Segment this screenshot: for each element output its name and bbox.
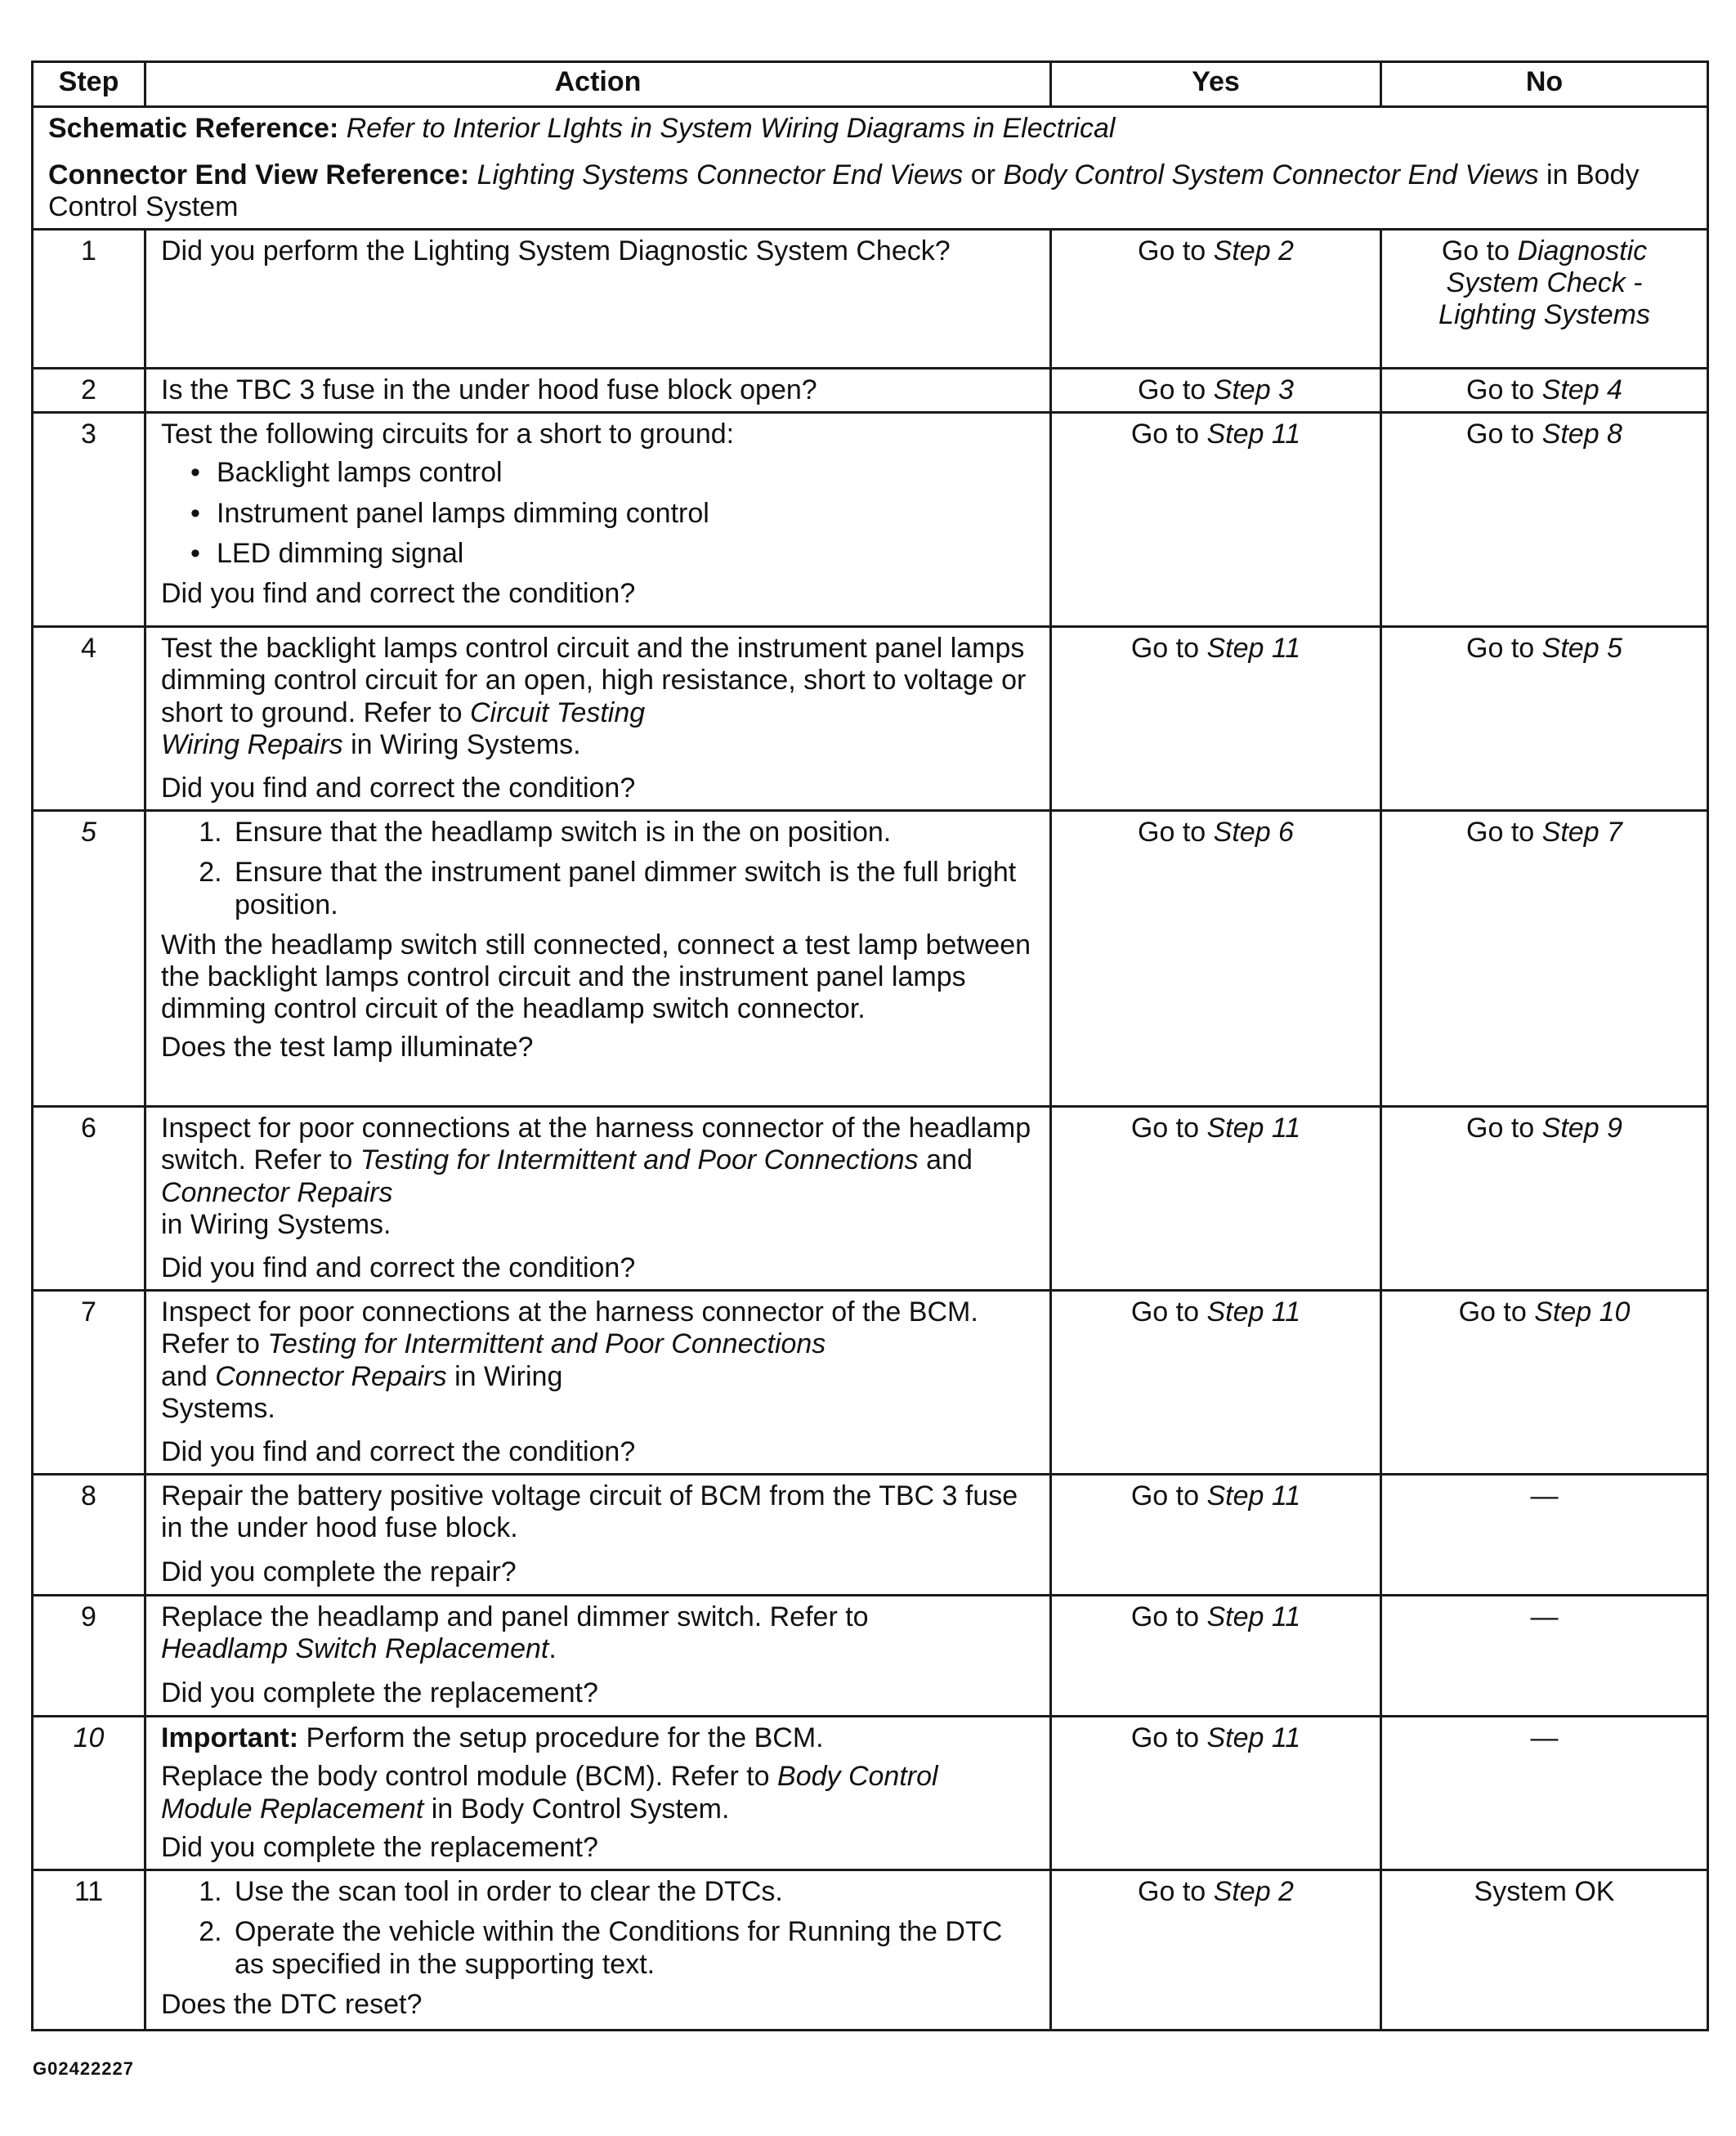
no-prefix: Go to bbox=[1466, 374, 1535, 406]
action-cell bbox=[145, 230, 1051, 369]
numbered-list bbox=[161, 817, 1035, 920]
header-yes: Yes bbox=[1051, 62, 1381, 107]
no-prefix: Go to bbox=[1466, 633, 1535, 665]
yes-link[interactable]: Step 11 bbox=[1206, 633, 1301, 665]
figure-id: G02422227 bbox=[33, 2058, 134, 2079]
action-text-post: in Wiring Systems. bbox=[161, 1208, 391, 1240]
list-item: • Backlight lamps control bbox=[217, 457, 1035, 489]
no-dash: — bbox=[1530, 1601, 1559, 1633]
no-cell bbox=[1381, 1291, 1708, 1475]
yes-cell bbox=[1051, 369, 1381, 413]
yes-prefix: Go to bbox=[1130, 1113, 1200, 1144]
table-row bbox=[33, 1107, 1708, 1291]
step-number: 10 bbox=[33, 1717, 145, 1870]
action-text-pre: Test the backlight lamps control circuit and the instrument panel lamps dimming control circuit for an open, high resistance, short to voltage or short to ground. Refer to bbox=[161, 633, 1027, 728]
no-dash: — bbox=[1530, 1722, 1559, 1754]
yes-link[interactable]: Step 11 bbox=[1206, 1296, 1301, 1328]
step-number: 8 bbox=[33, 1475, 145, 1596]
action-text bbox=[161, 1761, 1035, 1825]
yes-prefix: Go to bbox=[1138, 1876, 1206, 1908]
no-cell bbox=[1381, 627, 1708, 811]
ref-link-connector-repairs[interactable]: Connector Repairs bbox=[161, 1176, 393, 1208]
action-text-pre: Replace the headlamp and panel dimmer switch. Refer to bbox=[161, 1601, 869, 1633]
table-row bbox=[33, 230, 1708, 369]
table-row bbox=[33, 1475, 1708, 1596]
important-text: Perform the setup procedure for the BCM. bbox=[306, 1722, 824, 1754]
table-row bbox=[33, 1870, 1708, 2031]
list-item: 2. Operate the vehicle within the Conditions for Running the DTC as specified in the supporting text. bbox=[230, 1916, 1035, 1980]
action-text-post: in Body Control System. bbox=[431, 1793, 730, 1825]
yes-prefix: Go to bbox=[1138, 235, 1206, 267]
yes-link[interactable]: Step 11 bbox=[1206, 1480, 1301, 1512]
action-text-post: . bbox=[548, 1633, 557, 1665]
action-cell bbox=[145, 369, 1051, 413]
action-cell bbox=[145, 1870, 1051, 2031]
no-link[interactable]: Step 5 bbox=[1541, 633, 1622, 665]
header-action: Action bbox=[145, 62, 1051, 107]
action-text-mid: and bbox=[161, 1360, 208, 1392]
action-cell bbox=[145, 811, 1051, 1107]
action-question: Did you find and correct the condition? bbox=[161, 577, 636, 609]
yes-cell bbox=[1051, 1596, 1381, 1717]
ref-link-wiring-repairs[interactable]: Wiring Repairs bbox=[161, 728, 343, 760]
step-number: 9 bbox=[33, 1596, 145, 1717]
action-cell bbox=[145, 1107, 1051, 1291]
action-text-post: in Wiring Systems. bbox=[351, 728, 581, 760]
no-cell bbox=[1381, 230, 1708, 369]
ref-link-bcm-replacement[interactable]: Body Control Module Replacement bbox=[161, 1761, 938, 1825]
step-number: 5 bbox=[33, 811, 145, 1107]
action-text bbox=[161, 1296, 1035, 1424]
yes-prefix: Go to bbox=[1130, 419, 1200, 450]
yes-cell bbox=[1051, 230, 1381, 369]
action-question: Did you find and correct the condition? bbox=[161, 1252, 636, 1283]
no-cell bbox=[1381, 1596, 1708, 1717]
action-text-pre: Inspect for poor connections at the harness connector of the BCM. Refer to bbox=[161, 1296, 978, 1360]
important-label: Important: bbox=[161, 1722, 299, 1754]
yes-prefix: Go to bbox=[1130, 1722, 1200, 1754]
header-row bbox=[33, 62, 1708, 107]
action-cell bbox=[145, 627, 1051, 811]
step-number: 4 bbox=[33, 627, 145, 811]
connector-reference bbox=[48, 159, 1692, 223]
no-prefix: Go to bbox=[1466, 1113, 1535, 1144]
action-question: Did you perform the Lighting System Diagnostic System Check? bbox=[161, 235, 951, 267]
yes-link[interactable]: Step 2 bbox=[1213, 1876, 1294, 1908]
connector-link-lighting[interactable]: Lighting Systems Connector End Views bbox=[477, 159, 964, 191]
yes-prefix: Go to bbox=[1138, 374, 1206, 406]
step-number: 6 bbox=[33, 1107, 145, 1291]
list-item: 1. Use the scan tool in order to clear the DTCs. bbox=[230, 1876, 1035, 1908]
no-link[interactable]: Step 7 bbox=[1541, 817, 1622, 849]
step-number: 11 bbox=[33, 1870, 145, 2031]
no-link[interactable]: Diagnostic System Check - Lighting Systems bbox=[1438, 235, 1650, 331]
connector-suffix: in Body Control System bbox=[48, 159, 1640, 223]
table-row bbox=[33, 1291, 1708, 1475]
action-text: With the headlamp switch still connected, connect a test lamp between the backlight lamps control circuit and the instrument panel lamps dimming control circuit of the headlamp switch connector. bbox=[161, 929, 1031, 1024]
yes-link[interactable]: Step 6 bbox=[1213, 817, 1294, 849]
important-note bbox=[161, 1722, 1035, 1754]
yes-link[interactable]: Step 2 bbox=[1213, 235, 1294, 267]
no-prefix: Go to bbox=[1458, 1296, 1527, 1328]
header-step: Step bbox=[33, 62, 145, 107]
step-number: 2 bbox=[33, 369, 145, 413]
table-row bbox=[33, 413, 1708, 627]
list-item: 1. Ensure that the headlamp switch is in the on position. bbox=[230, 817, 1035, 849]
schematic-reference bbox=[48, 113, 1692, 145]
table-row bbox=[33, 627, 1708, 811]
no-link[interactable]: Step 8 bbox=[1541, 419, 1622, 450]
yes-cell bbox=[1051, 1475, 1381, 1596]
ref-link-headlamp-switch[interactable]: Headlamp Switch Replacement bbox=[161, 1633, 549, 1665]
yes-link[interactable]: Step 3 bbox=[1213, 374, 1294, 406]
reference-row bbox=[33, 107, 1708, 230]
yes-link[interactable]: Step 11 bbox=[1206, 1601, 1301, 1633]
action-question: Did you complete the repair? bbox=[161, 1556, 517, 1587]
no-cell bbox=[1381, 369, 1708, 413]
action-question: Is the TBC 3 fuse in the under hood fuse block open? bbox=[161, 374, 817, 406]
reference-cell bbox=[33, 107, 1708, 230]
action-text bbox=[161, 1113, 1035, 1240]
action-text-post2: Systems. bbox=[161, 1392, 275, 1424]
bullet-list bbox=[161, 457, 1035, 569]
yes-cell bbox=[1051, 413, 1381, 627]
connector-link-body-control[interactable]: Body Control System Connector End Views bbox=[1003, 159, 1539, 191]
yes-cell bbox=[1051, 1291, 1381, 1475]
action-text bbox=[161, 1601, 1035, 1665]
action-cell bbox=[145, 1291, 1051, 1475]
table-row bbox=[33, 369, 1708, 413]
action-text-mid: and bbox=[926, 1144, 973, 1176]
list-item: • Instrument panel lamps dimming control bbox=[217, 498, 1035, 530]
yes-prefix: Go to bbox=[1130, 1296, 1200, 1328]
table-row bbox=[33, 1717, 1708, 1870]
step-number: 7 bbox=[33, 1291, 145, 1475]
yes-link[interactable]: Step 11 bbox=[1206, 1722, 1301, 1754]
yes-prefix: Go to bbox=[1130, 633, 1200, 665]
yes-prefix: Go to bbox=[1130, 1480, 1200, 1512]
connector-or: or bbox=[970, 159, 996, 191]
no-prefix: Go to bbox=[1441, 235, 1510, 267]
action-cell bbox=[145, 1475, 1051, 1596]
no-cell bbox=[1381, 1107, 1708, 1291]
ref-link-connector-repairs[interactable]: Connector Repairs bbox=[215, 1360, 447, 1392]
yes-cell bbox=[1051, 1717, 1381, 1870]
action-cell bbox=[145, 1596, 1051, 1717]
yes-prefix: Go to bbox=[1138, 817, 1206, 849]
yes-link[interactable]: Step 11 bbox=[1206, 1113, 1301, 1144]
no-link[interactable]: Step 9 bbox=[1541, 1113, 1622, 1144]
no-dash: — bbox=[1530, 1480, 1559, 1512]
list-item: 2. Ensure that the instrument panel dimmer switch is the full bright position. bbox=[230, 857, 1035, 920]
step-number: 3 bbox=[33, 413, 145, 627]
list-item: • LED dimming signal bbox=[217, 538, 1035, 570]
no-cell bbox=[1381, 413, 1708, 627]
action-question: Did you complete the replacement? bbox=[161, 1677, 598, 1708]
action-text-pre: Replace the body control module (BCM). Refer to bbox=[161, 1761, 770, 1793]
step-number: 1 bbox=[33, 230, 145, 369]
no-cell bbox=[1381, 811, 1708, 1107]
ref-link-intermittent[interactable]: Testing for Intermittent and Poor Connections bbox=[360, 1144, 919, 1176]
ref-link-intermittent[interactable]: Testing for Intermittent and Poor Connections bbox=[267, 1328, 826, 1360]
no-prefix: Go to bbox=[1466, 419, 1535, 450]
action-question: Did you find and correct the condition? bbox=[161, 772, 636, 804]
action-text-pre: Inspect for poor connections at the harness connector of the headlamp switch. Refer to bbox=[161, 1113, 1031, 1176]
diagnostic-table bbox=[31, 60, 1709, 2031]
table-row bbox=[33, 1596, 1708, 1717]
action-cell bbox=[145, 1717, 1051, 1870]
action-question: Does the test lamp illuminate? bbox=[161, 1031, 534, 1063]
table-row bbox=[33, 811, 1708, 1107]
ref-link-circuit-testing[interactable]: Circuit Testing bbox=[470, 696, 646, 728]
action-text-post: in Wiring bbox=[454, 1360, 563, 1392]
action-question: Did you find and correct the condition? bbox=[161, 1435, 636, 1467]
yes-cell bbox=[1051, 1870, 1381, 2031]
header-no: No bbox=[1381, 62, 1708, 107]
action-cell bbox=[145, 413, 1051, 627]
action-intro: Test the following circuits for a short to ground: bbox=[161, 419, 735, 450]
yes-cell bbox=[1051, 1107, 1381, 1291]
no-prefix: Go to bbox=[1466, 817, 1535, 849]
yes-prefix: Go to bbox=[1130, 1601, 1200, 1633]
yes-cell bbox=[1051, 811, 1381, 1107]
no-link[interactable]: Step 4 bbox=[1541, 374, 1622, 406]
numbered-list bbox=[161, 1876, 1035, 1980]
action-text: Repair the battery positive voltage circuit of BCM from the TBC 3 fuse in the under hood fuse block. bbox=[161, 1480, 1018, 1544]
action-text bbox=[161, 633, 1035, 760]
action-question: Did you complete the replacement? bbox=[161, 1831, 598, 1863]
schematic-label: Schematic Reference: bbox=[48, 113, 339, 144]
no-cell bbox=[1381, 1870, 1708, 2031]
no-link[interactable]: Step 10 bbox=[1534, 1296, 1631, 1328]
yes-cell bbox=[1051, 627, 1381, 811]
no-cell bbox=[1381, 1717, 1708, 1870]
connector-label: Connector End View Reference: bbox=[48, 159, 470, 191]
no-cell bbox=[1381, 1475, 1708, 1596]
schematic-link[interactable]: Refer to Interior LIghts in System Wiring Diagrams in Electrical bbox=[346, 113, 1116, 144]
no-text: System OK bbox=[1474, 1876, 1615, 1908]
yes-link[interactable]: Step 11 bbox=[1206, 419, 1301, 450]
action-question: Does the DTC reset? bbox=[161, 1988, 423, 2020]
